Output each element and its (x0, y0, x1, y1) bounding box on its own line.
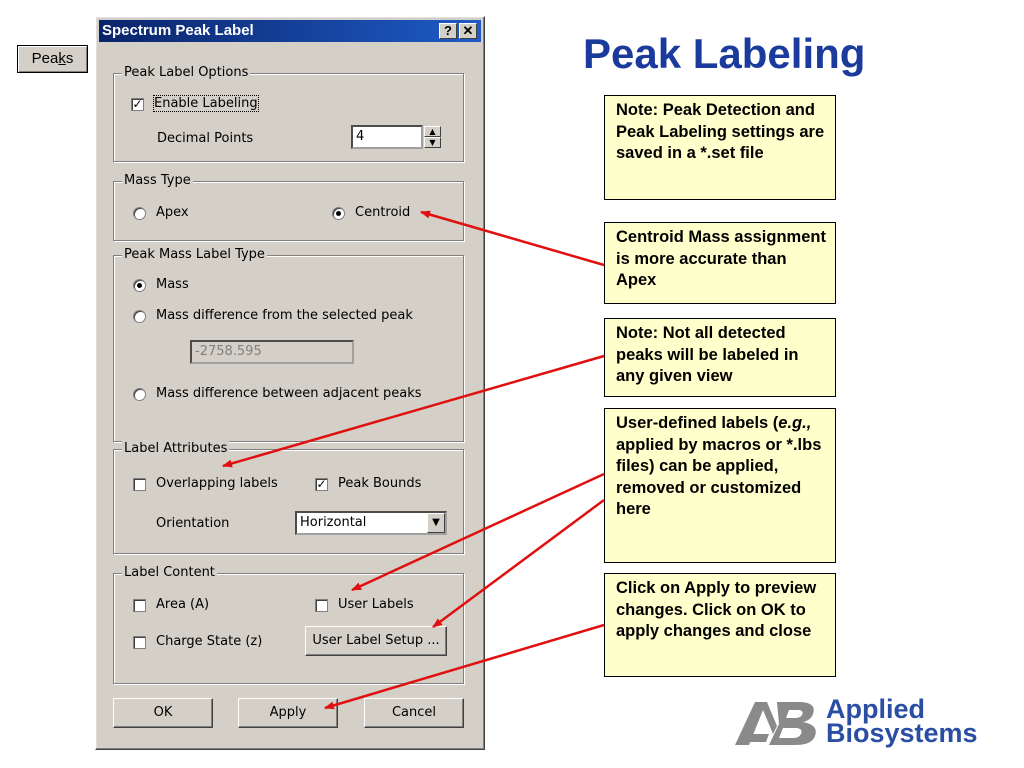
slide-title: Peak Labeling (583, 30, 866, 77)
peaks-label-mnemonic: k (58, 50, 66, 67)
peaks-label-b: s (65, 50, 74, 67)
mass-diff-adjacent-label: Mass difference between adjacent peaks (156, 386, 422, 401)
spin-down-icon[interactable]: ▼ (424, 137, 441, 148)
enable-labeling-label: Enable Labeling (154, 96, 258, 111)
dialog-title: Spectrum Peak Label (102, 22, 254, 39)
apply-button[interactable]: Apply (238, 698, 338, 728)
area-label: Area (A) (156, 597, 210, 612)
note-not-all-labeled: Note: Not all detected peaks will be labeled in any given view (604, 318, 836, 397)
note-settings-saved: Note: Peak Detection and Peak Labeling settings are saved in a *.set file (604, 95, 836, 200)
arrow-overlapping (223, 356, 604, 466)
apex-label: Apex (156, 205, 189, 220)
logo-line2: Biosystems (826, 718, 978, 748)
note4-pre: User-defined labels ( (616, 414, 779, 432)
arrow-user-labels (352, 474, 604, 590)
note4-post: applied by macros or *.lbs files) can be applied, removed or customized here (616, 435, 822, 518)
peak-label-options-legend: Peak Label Options (124, 65, 249, 80)
arrow-user-label-setup (433, 500, 604, 627)
note4-em: e.g., (778, 414, 812, 432)
overlapping-labels-label: Overlapping labels (156, 476, 278, 491)
enable-labeling-checkbox[interactable]: ✓ (132, 97, 143, 111)
peak-bounds-checkbox[interactable]: ✓ (316, 477, 327, 491)
label-content-legend: Label Content (124, 565, 215, 580)
centroid-label: Centroid (355, 205, 411, 220)
peak-mass-label-type-legend: Peak Mass Label Type (124, 247, 265, 262)
selected-peak-value-field[interactable]: -2758.595 (190, 340, 354, 364)
decimal-points-input[interactable]: 4 (351, 125, 423, 149)
arrow-centroid (421, 212, 604, 265)
note-centroid: Centroid Mass assignment is more accurate than Apex (604, 222, 836, 304)
decimal-points-label: Decimal Points (157, 131, 254, 146)
peak-bounds-label: Peak Bounds (338, 476, 422, 491)
user-label-setup-button[interactable]: User Label Setup ... (305, 626, 447, 656)
orientation-value: Horizontal (300, 515, 367, 530)
chevron-down-icon[interactable]: ▼ (427, 513, 445, 533)
logo-line1: Applied (826, 694, 925, 724)
close-button[interactable]: ✕ (459, 23, 477, 39)
mass-diff-selected-label: Mass difference from the selected peak (156, 308, 413, 323)
applied-biosystems-logo-mark (733, 698, 823, 748)
cancel-button[interactable]: Cancel (364, 698, 464, 728)
peaks-label-a: Pea (31, 50, 59, 67)
arrow-apply (325, 625, 604, 708)
help-button[interactable]: ? (439, 23, 457, 39)
note-apply-ok: Click on Apply to preview changes. Click on OK to apply changes and close (604, 573, 836, 677)
mass-type-legend: Mass Type (124, 173, 191, 188)
charge-state-label: Charge State (z) (156, 634, 263, 649)
logo-text (826, 694, 978, 748)
mass-label: Mass (156, 277, 189, 292)
spin-up-icon[interactable]: ▲ (424, 126, 441, 137)
label-attributes-legend: Label Attributes (124, 441, 228, 456)
ok-button[interactable]: OK (113, 698, 213, 728)
user-labels-label: User Labels (338, 597, 414, 612)
orientation-label: Orientation (156, 516, 230, 531)
